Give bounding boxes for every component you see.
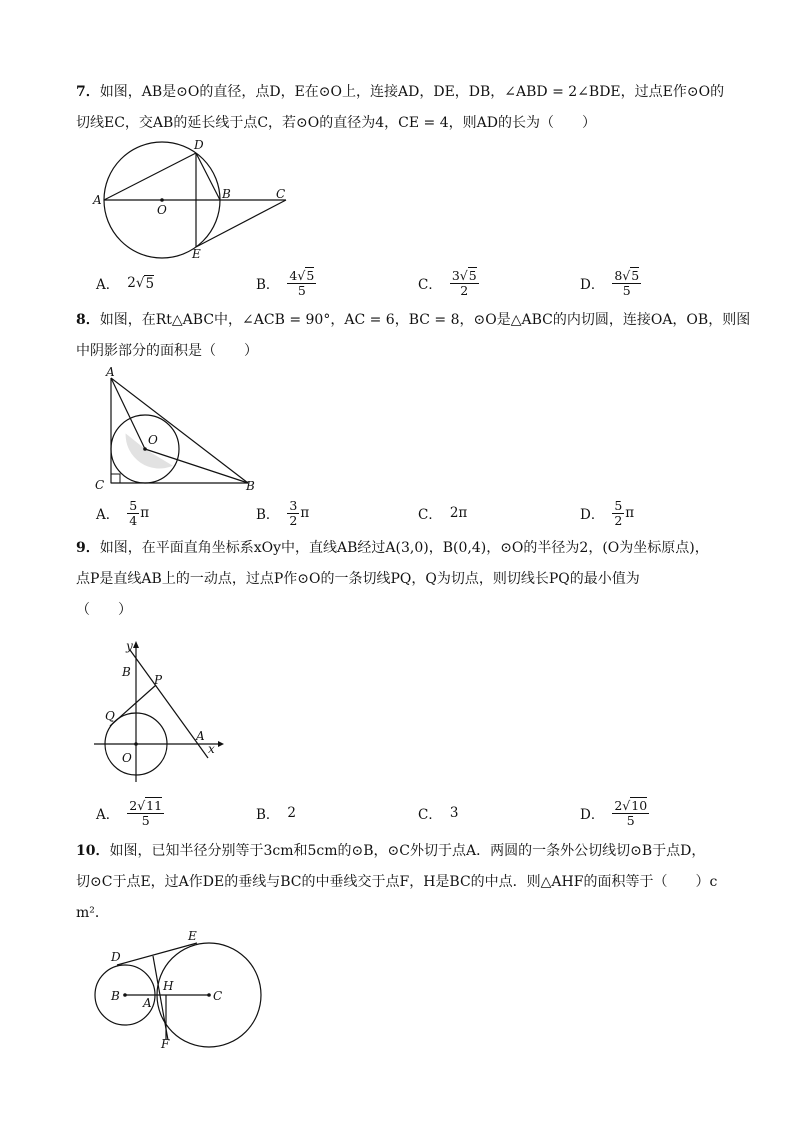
right-angle-mark bbox=[111, 474, 120, 483]
option-9d[interactable] bbox=[580, 796, 649, 830]
label-b: B bbox=[122, 665, 131, 679]
tangent-pq bbox=[110, 685, 156, 726]
label-d: D bbox=[194, 138, 204, 152]
question-7-text-1: 如图，AB是⊙O的直径，点D，E在⊙O上，连接AD，DE，DB，∠ABD = 2∠BDE，过点E作⊙O的 bbox=[99, 84, 725, 100]
denominator: 4 bbox=[129, 512, 138, 528]
fraction bbox=[287, 499, 299, 528]
fraction: $\frac{2√10}{5}$ bbox=[614, 797, 648, 828]
center-dot-c bbox=[207, 993, 211, 997]
origin-dot bbox=[134, 742, 138, 746]
label-o: O bbox=[122, 751, 132, 765]
question-10-line-3: m²． bbox=[76, 905, 109, 921]
label-f: F bbox=[161, 1037, 170, 1051]
label-x: x bbox=[208, 742, 215, 756]
question-7-line-1 bbox=[76, 77, 756, 108]
option-9b[interactable] bbox=[256, 796, 296, 830]
question-8 bbox=[76, 305, 756, 367]
coef: 2 bbox=[127, 275, 136, 291]
fraction bbox=[612, 499, 624, 528]
pi-symbol: π bbox=[140, 505, 150, 521]
fraction: $\frac{4√5}{5}$ bbox=[289, 267, 315, 298]
question-7-options bbox=[96, 266, 736, 300]
label-o: O bbox=[157, 203, 167, 217]
label-a: A bbox=[106, 365, 115, 379]
side-ab bbox=[111, 378, 248, 483]
center-dot-o bbox=[160, 198, 164, 202]
label-a: A bbox=[196, 729, 205, 743]
question-8-line-2: 中阴影部分的面积是（ ） bbox=[76, 343, 258, 359]
segment-db bbox=[196, 153, 220, 200]
question-8-figure bbox=[92, 362, 268, 496]
question-8-text-1: 如图，在Rt△ABC中，∠ACB = 90°，AC = 6，BC = 8，⊙O是△ABC的内切圆，连接OA，OB，则图 bbox=[99, 312, 751, 328]
label-p: P bbox=[154, 673, 163, 687]
radicand: 5 bbox=[306, 267, 315, 283]
x-axis-arrow bbox=[218, 741, 224, 747]
radicand: 11 bbox=[146, 797, 163, 813]
option-9a[interactable] bbox=[96, 796, 164, 830]
denominator: 5 bbox=[622, 282, 631, 298]
option-label: B． bbox=[256, 277, 280, 293]
common-tangent-de bbox=[117, 943, 197, 965]
label-c: C bbox=[95, 478, 105, 492]
option-8d[interactable] bbox=[580, 496, 634, 530]
question-9-line-3: （ ） bbox=[76, 602, 132, 618]
radicand: 10 bbox=[631, 797, 648, 813]
option-label: D． bbox=[580, 807, 605, 823]
denominator: 5 bbox=[141, 812, 150, 828]
label-c: C bbox=[213, 989, 223, 1003]
option-7b[interactable] bbox=[256, 266, 316, 300]
question-10-figure bbox=[92, 928, 268, 1052]
coef: 2 bbox=[614, 797, 623, 813]
label-e: E bbox=[188, 929, 197, 943]
question-10 bbox=[76, 836, 756, 929]
option-label: B． bbox=[256, 807, 280, 823]
option-label: A． bbox=[96, 807, 120, 823]
label-e: E bbox=[192, 247, 201, 261]
label-b: B bbox=[246, 479, 255, 493]
question-9-number: 9． bbox=[76, 540, 100, 556]
question-9-line-1 bbox=[76, 533, 756, 564]
fraction bbox=[127, 499, 139, 528]
fraction: $\frac{8√5}{5}$ bbox=[614, 267, 640, 298]
option-label: A． bbox=[96, 507, 120, 523]
coef: 3 bbox=[451, 267, 460, 283]
coef: 4 bbox=[289, 267, 298, 283]
question-10-line-1 bbox=[76, 836, 756, 867]
label-c: C bbox=[276, 187, 286, 201]
label-a: A bbox=[143, 996, 152, 1010]
label-b: B bbox=[222, 187, 231, 201]
option-value: 3 bbox=[449, 805, 459, 821]
label-b: B bbox=[111, 989, 120, 1003]
option-label: A． bbox=[96, 277, 120, 293]
option-9c[interactable] bbox=[418, 796, 458, 830]
option-8a[interactable] bbox=[96, 496, 149, 530]
question-9-line-2: 点P是直线AB上的一动点，过点P作⊙O的一条切线PQ，Q为切点，则切线长PQ的最小值为 bbox=[76, 571, 640, 587]
question-9-options bbox=[96, 796, 736, 830]
label-d: D bbox=[111, 950, 121, 964]
label-y: y bbox=[126, 639, 133, 653]
option-value: 2π bbox=[449, 505, 468, 521]
option-7c[interactable] bbox=[418, 266, 479, 300]
coef: 8 bbox=[614, 267, 623, 283]
tangent-ec bbox=[196, 200, 286, 247]
question-10-line-2: 切⊙C于点E，过A作DE的垂线与BC的中垂线交于点F，H是BC的中点．则△AHF的面积等于（ ）c bbox=[76, 874, 718, 890]
label-a: A bbox=[93, 193, 102, 207]
coef: 2 bbox=[129, 797, 138, 813]
option-8b[interactable] bbox=[256, 496, 309, 530]
denominator: 5 bbox=[297, 282, 306, 298]
center-dot-b bbox=[123, 993, 127, 997]
denominator: 5 bbox=[626, 812, 635, 828]
pi-symbol: π bbox=[300, 505, 310, 521]
label-h: H bbox=[163, 979, 174, 993]
label-o: O bbox=[148, 433, 158, 447]
question-7-figure bbox=[88, 136, 298, 262]
option-8c[interactable] bbox=[418, 496, 467, 530]
option-label: C． bbox=[418, 807, 442, 823]
option-label: C． bbox=[418, 277, 442, 293]
fraction: $\frac{2√11}{5}$ bbox=[129, 797, 163, 828]
question-10-text-1: 如图，已知半径分别等于3cm和5cm的⊙B，⊙C外切于点A．两圆的一条外公切线切⊙B于点D， bbox=[109, 843, 706, 859]
option-value: 2 bbox=[287, 805, 297, 821]
y-axis-arrow bbox=[133, 641, 139, 648]
label-q: Q bbox=[105, 709, 115, 723]
center-dot-o bbox=[143, 447, 147, 451]
segment-ad bbox=[104, 153, 196, 200]
fraction: $\frac{3√5}{2}$ bbox=[451, 267, 477, 298]
denominator: 2 bbox=[460, 282, 469, 298]
radicand: 5 bbox=[468, 267, 477, 283]
option-7d[interactable] bbox=[580, 266, 641, 300]
denominator: 2 bbox=[614, 512, 623, 528]
radicand: 5 bbox=[631, 267, 640, 283]
option-label: C． bbox=[418, 507, 442, 523]
radicand: 5 bbox=[145, 275, 155, 292]
question-7 bbox=[76, 77, 756, 139]
option-label: D． bbox=[580, 507, 605, 523]
question-9 bbox=[76, 533, 756, 626]
numerator: 5 bbox=[614, 497, 623, 513]
question-8-options bbox=[96, 496, 736, 530]
question-9-figure bbox=[90, 636, 230, 784]
option-label: B． bbox=[256, 507, 280, 523]
question-8-number: 8． bbox=[76, 312, 100, 328]
question-8-line-1 bbox=[76, 305, 756, 336]
option-7a[interactable]: A． 2 √ 5 bbox=[96, 275, 155, 293]
denominator: 2 bbox=[289, 512, 298, 528]
pi-symbol: π bbox=[625, 505, 635, 521]
question-9-text-1: 如图，在平面直角坐标系xOy中，直线AB经过A(3,0)，B(0,4)，⊙O的半径为2，(O为坐标原点)， bbox=[99, 540, 709, 556]
option-label: D． bbox=[580, 277, 605, 293]
question-10-number: 10． bbox=[76, 843, 110, 859]
numerator: 3 bbox=[289, 497, 298, 513]
question-7-line-2: 切线EC，交AB的延长线于点C，若⊙O的直径为4，CE = 4，则AD的长为（ ） bbox=[76, 115, 596, 131]
question-7-number: 7． bbox=[76, 84, 100, 100]
numerator: 5 bbox=[129, 497, 138, 513]
